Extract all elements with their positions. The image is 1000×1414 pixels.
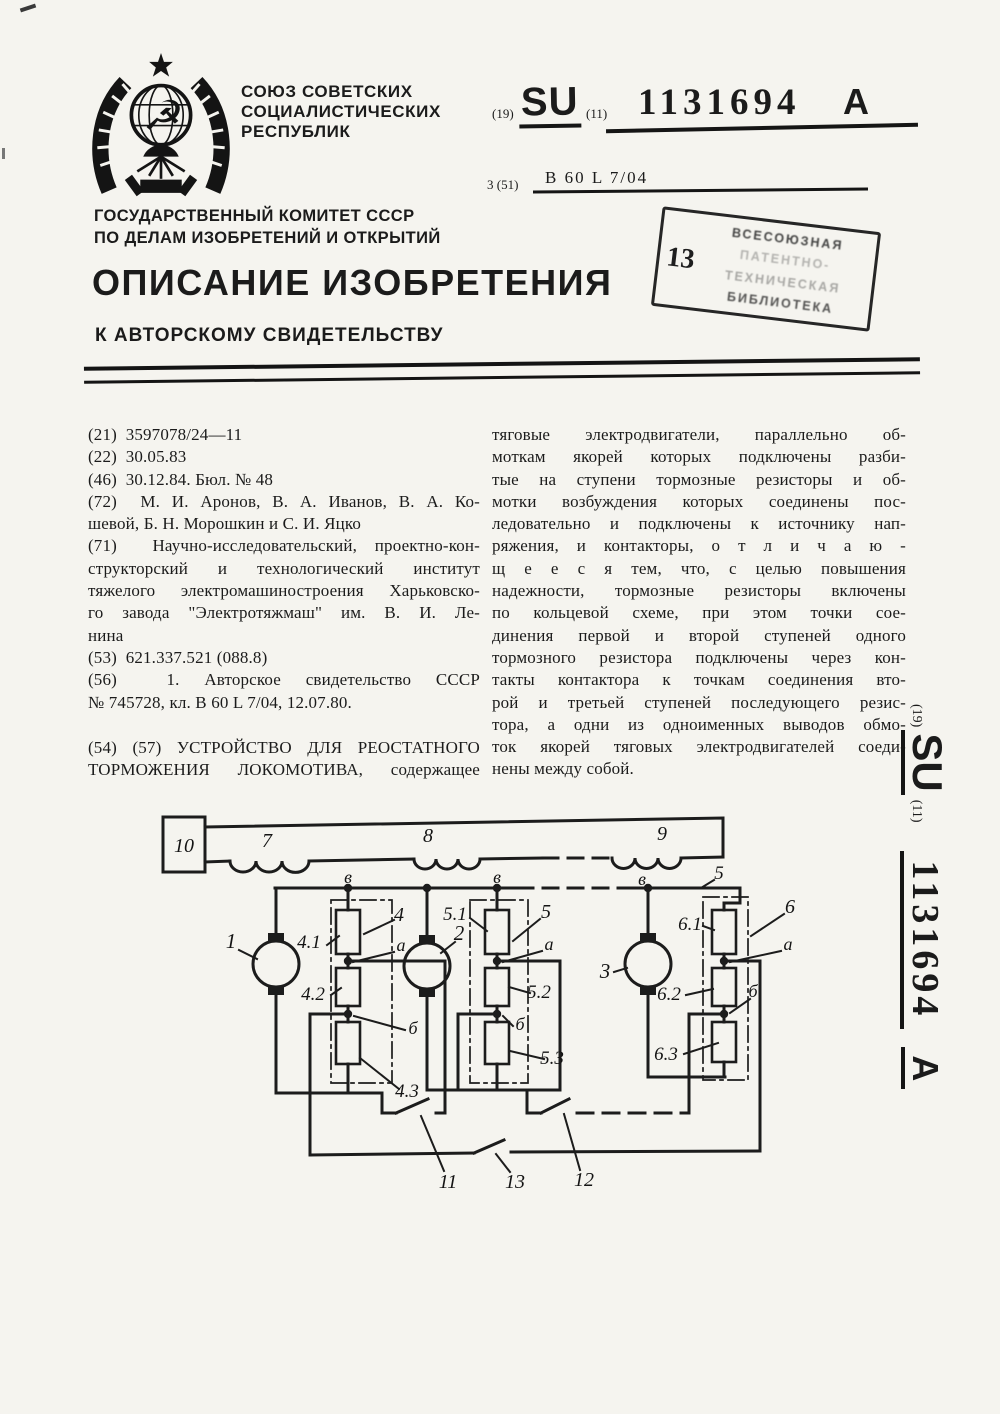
- text-line: № 745728, кл. В 60 L 7/04, 12.07.80.: [88, 692, 352, 712]
- stamp-line: БИБЛИОТЕКА: [726, 289, 834, 316]
- text-line: (72) М. И. Аронов, В. А. Иванов, В. А. Ко-: [88, 491, 480, 511]
- group-4-outline: [331, 900, 392, 1083]
- inductor-7-icon: [230, 861, 309, 872]
- contactor-12-blade: [541, 1099, 569, 1113]
- text-line: ток якорей тяговых электродвигателей соеди-: [492, 737, 906, 757]
- resistor-6-1: [712, 910, 736, 954]
- text-line: ТОРМОЖЕНИЯ ЛОКОМОТИВА, содержащее: [88, 760, 480, 780]
- number-underline: [606, 123, 918, 134]
- text-line: тяжелого электромашиностроения Харьковско-: [88, 581, 480, 601]
- label-node-v-1: в: [344, 867, 352, 887]
- label-group-6: 6: [785, 896, 795, 918]
- sidebar-publication-number: 1131694: [900, 851, 944, 1030]
- label-contactor-13: 13: [505, 1171, 525, 1193]
- text-line: (21) 3597078/24—11: [88, 425, 243, 444]
- committee-line: ГОСУДАРСТВЕННЫЙ КОМИТЕТ СССР: [94, 207, 415, 225]
- committee-name: [94, 205, 441, 249]
- text-line: тора, а одни из одноименных выводов обмо-: [492, 714, 906, 734]
- text-line: (53) 621.337.521 (088.8): [88, 647, 268, 667]
- sidebar-country-code: SU: [901, 730, 948, 794]
- label-group-4: 4: [394, 904, 404, 926]
- text-line: шевой, Б. Н. Морошкин и С. И. Яцко: [88, 514, 362, 534]
- label-contactor-11: 11: [438, 1171, 458, 1193]
- label-inductor-8: 8: [423, 825, 433, 847]
- motor-1-icon: [253, 941, 299, 987]
- text-line: (46) 30.12.84. Бюл. № 48: [88, 469, 274, 489]
- label-node-b-1: б: [408, 1018, 418, 1038]
- abstract-column: [492, 424, 906, 781]
- stamp-number: 13: [664, 241, 697, 276]
- resistor-4-3: [336, 1022, 360, 1064]
- label-motor-3: 3: [599, 959, 611, 983]
- label-node-b-3: б: [748, 981, 758, 1001]
- label-inductor-9: 9: [657, 823, 667, 845]
- label-node-a-1: а: [396, 935, 406, 955]
- hammer-sickle-icon: ☭: [142, 92, 180, 139]
- label-node-b-2: б: [515, 1014, 525, 1034]
- resistor-5-2: [485, 968, 509, 1006]
- text-line: такты контактора к точкам соединения вто-: [492, 670, 906, 690]
- text-line: нина: [88, 625, 124, 645]
- circuit-diagram: [0, 800, 1000, 1214]
- star-icon: [149, 53, 173, 77]
- document-subtitle: К АВТОРСКОМУ СВИДЕТЕЛЬСТВУ: [95, 325, 444, 346]
- resistor-5-3: [485, 1022, 509, 1064]
- text-line: нены между собой.: [492, 759, 634, 779]
- text-line: тые на ступени тормозные резисторы и об-: [492, 469, 906, 489]
- label-group-5: 5: [541, 901, 551, 923]
- double-rule: [84, 357, 920, 383]
- inductor-8-icon: [414, 859, 480, 869]
- resistor-6-3: [712, 1022, 736, 1062]
- label-resistor-6-3: 6.3: [654, 1044, 678, 1065]
- motor-2-icon: [404, 943, 450, 989]
- label-motor-2: 2: [453, 921, 465, 945]
- code-11-label: (11): [586, 106, 608, 121]
- union-line: СОЮЗ СОВЕТСКИХ: [241, 82, 413, 101]
- resistor-6-2: [712, 968, 736, 1006]
- label-node-a-3: а: [783, 934, 793, 954]
- sidebar-code-19: (19): [909, 704, 924, 728]
- sun: [143, 145, 179, 157]
- text-line: по кольцевой схеме, при этом точки сое-: [492, 603, 906, 623]
- library-stamp: [651, 206, 881, 331]
- text-line: (22) 30.05.83: [88, 447, 187, 467]
- stamp-line: ВСЕСОЮЗНАЯ: [731, 226, 845, 254]
- label-source-box: 10: [174, 835, 194, 857]
- union-line: РЕСПУБЛИК: [241, 122, 351, 141]
- text-line: щ е е с я тем, что, с целью повышения: [492, 558, 906, 578]
- label-motor-1: 1: [225, 929, 237, 953]
- label-node-v-3: в: [638, 869, 646, 889]
- union-line: СОЦИАЛИСТИЧЕСКИХ: [241, 102, 441, 121]
- label-resistor-5-3: 5.3: [540, 1048, 564, 1069]
- publication-number: 1131694: [638, 82, 801, 123]
- inductor-9-icon: [612, 858, 681, 868]
- union-name: [241, 82, 441, 142]
- text-line: рой и третьей ступеней последующего резис-: [492, 692, 906, 712]
- label-contactor-12: 12: [574, 1169, 594, 1191]
- ipc-class: B 60 L 7/04: [545, 168, 649, 187]
- document-title: ОПИСАНИЕ ИЗОБРЕТЕНИЯ: [92, 262, 613, 303]
- label-node-a-2: а: [544, 934, 554, 954]
- text-line: ледовательно и подключены к источнику нап-: [492, 514, 906, 534]
- label-resistor-5-1: 5.1: [443, 904, 467, 925]
- ipc-underline: [533, 188, 868, 194]
- label-wire-5: 5: [714, 863, 724, 884]
- committee-line: ПО ДЕЛАМ ИЗОБРЕТЕНИЙ И ОТКРЫТИЙ: [94, 229, 441, 247]
- text-line: тормозного резистора подключены через кон-: [492, 647, 906, 667]
- text-line: го завода "Электротяжмаш" им. В. И. Ле-: [88, 603, 480, 623]
- text-line: ряжения, и контакторы, о т л и ч а ю -: [492, 536, 906, 556]
- country-code: SU: [519, 81, 581, 128]
- scan-speck: [2, 148, 5, 159]
- text-line: надежности, тормозные резисторы включены: [492, 581, 906, 601]
- label-resistor-4-1: 4.1: [297, 932, 321, 953]
- label-node-v-2: в: [493, 867, 501, 887]
- text-line: (54) (57) УСТРОЙСТВО ДЛЯ РЕОСТАТНОГО: [88, 737, 480, 757]
- label-resistor-6-1: 6.1: [678, 914, 702, 935]
- contactor-13-blade: [474, 1140, 504, 1153]
- sidebar-code-11: (11): [909, 799, 924, 823]
- text-line: структорский и технологический институт: [88, 558, 480, 578]
- text-line: тяговые электродвигатели, параллельно об-: [492, 425, 906, 444]
- scan-speck: [20, 4, 36, 13]
- label-resistor-6-2: 6.2: [657, 984, 681, 1005]
- resistor-4-2: [336, 968, 360, 1006]
- label-resistor-4-2: 4.2: [301, 984, 325, 1005]
- stamp-line: ТЕХНИЧЕСКАЯ: [724, 267, 842, 296]
- stamp-text: [697, 223, 871, 320]
- group-5-outline: [470, 900, 528, 1083]
- kind-code: A: [843, 81, 869, 122]
- bibliographic-column: [88, 424, 480, 781]
- code-19-label: (19): [492, 106, 514, 121]
- resistor-5-1: [485, 910, 509, 954]
- text-line: [88, 714, 480, 737]
- label-resistor-5-2: 5.2: [527, 982, 551, 1003]
- resistor-group-5: [485, 888, 509, 1090]
- label-inductor-7: 7: [262, 830, 272, 852]
- resistor-group-4: [336, 888, 360, 1093]
- stamp-line: ПАТЕНТНО-: [739, 248, 832, 273]
- group-6-outline: [703, 897, 748, 1080]
- label-resistor-4-3: 4.3: [395, 1081, 419, 1102]
- resistor-4-1: [336, 910, 360, 954]
- text-line: мотки возбуждения которых соединены пос-: [492, 491, 906, 511]
- ussr-coat-of-arms: [86, 50, 236, 204]
- text-line: (71) Научно-исследовательский, проектно-кон-: [88, 536, 480, 556]
- ipc-edition-label: 3 (51): [487, 177, 519, 192]
- resistor-group-6: [712, 910, 736, 1077]
- text-line: динения первой и второй ступеней одного: [492, 625, 906, 645]
- text-line: моткам якорей которых подключены разби-: [492, 447, 906, 467]
- sidebar-kind-code: A: [901, 1047, 943, 1089]
- text-line: (56) 1. Авторское свидетельство СССР: [88, 670, 480, 690]
- motor-3-icon: [625, 941, 671, 987]
